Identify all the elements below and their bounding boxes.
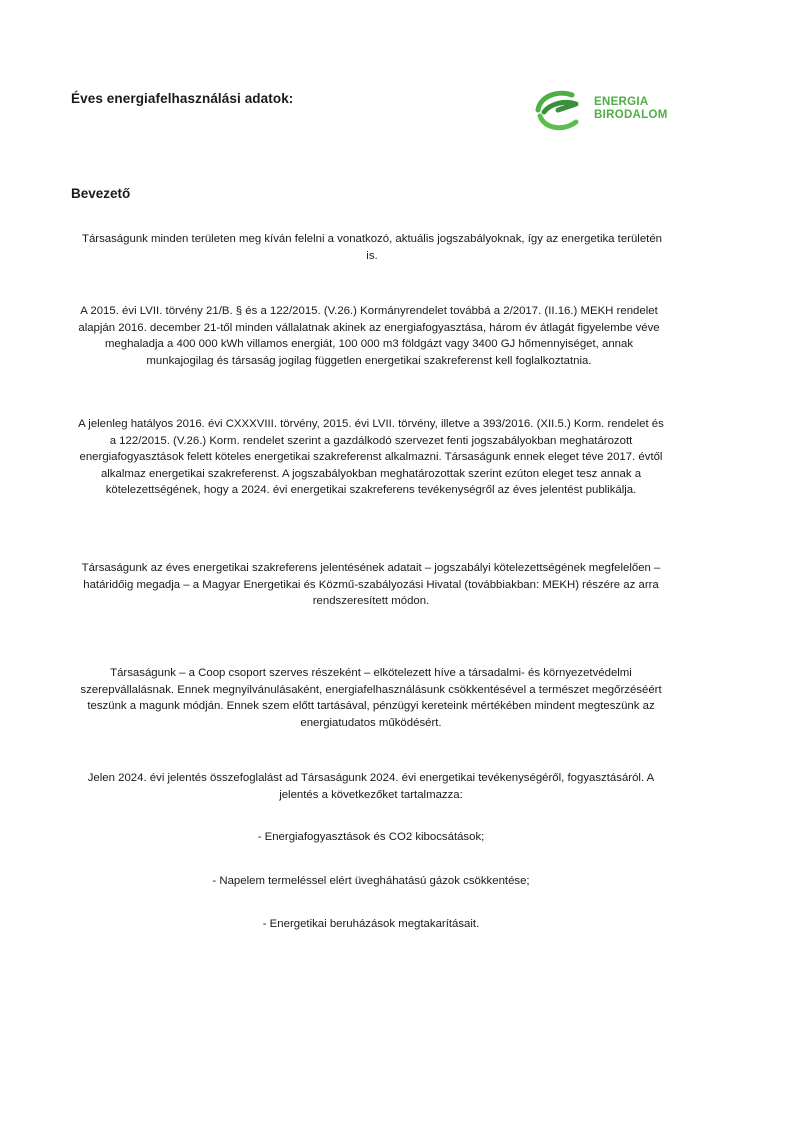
paragraph-coop-commitment: Társaságunk – a Coop csoport szerves részeként – elkötelezett híve a társadalmi- és környezetvédelmi szerepvállalásnak. Ennek megnyilvánulásaként, energiafelhasználásunk csökkentésével a természet megőrzéséért teszünk a magunk módján. Ennek szem előtt tartásával, pénzügyi kereteink mértékében mindent megteszünk az energiatudatos működésért. [80, 667, 662, 729]
logo-line-1: ENERGIA [594, 96, 649, 108]
energia-birodalom-logo-icon [530, 86, 590, 134]
paragraph-mekh-reporting: Társaságunk az éves energetikai szakreferens jelentésének adatait – jogszabályi kötelezettségének megfelelően – határidőig megadja – a Magyar Energetikai és Közmű-szabályozási Hivatal (továbbiakban: MEKH) részére az arra rendszeresített módon. [81, 562, 661, 607]
list-item: - Energiafogyasztások és CO2 kibocsátások; [257, 831, 485, 843]
section-title: Bevezető [71, 186, 131, 201]
list-item: - Energetikai beruházások megtakarításait. [262, 918, 480, 930]
paragraph-legal-basis: A 2015. évi LVII. törvény 21/B. § és a 122/2015. (V.26.) Kormányrendelet továbbá a 2/2017. (II.16.) MEKH rendelet alapján 2016. december 21-től minden vállalatnak akinek az energiafogyasztása, három év átlagát figyelembe véve meghaladja a 400 000 kWh villamos energiát, 100 000 m3 földgázt vagy 3400 GJ hőmennyiséget, annak munkajogilag és társaság jogilag független energetikai szakreferenst kell foglalkoztatnia. [78, 305, 660, 367]
document-heading: Éves energiafelhasználási adatok: [71, 91, 294, 106]
company-logo [530, 86, 690, 134]
paragraph-current-law: A jelenleg hatályos 2016. évi CXXXVIII. törvény, 2015. évi LVII. törvény, illetve a 393/2016. (XII.5.) Korm. rendelet és a 122/2015. (V.26.) Korm. rendelet szerint a gazdálkodó szervezet fenti jogszabályokban meghatározott energiafogyasztások felett köteles energetikai szakreferenst alkalmazni. Társaságunk ennek eleget téve 2017. évtől alkalmaz energetikai szakreferenst. A jogszabályokban meghatározottak szerint ezúton eleget tesz annak a kötelezettségének, hogy a 2024. évi energetikai szakreferens tevékenységről az éves jelentést publikálja. [78, 418, 664, 496]
list-item: - Napelem termeléssel elért üvegháhatású gázok csökkentése; [212, 875, 530, 887]
paragraph-intro: Társaságunk minden területen meg kíván felelni a vonatkozó, aktuális jogszabályoknak, így az energetika területén is. [82, 233, 662, 262]
logo-line-2: BIRODALOM [594, 108, 668, 121]
paragraph-report-summary: Jelen 2024. évi jelentés összefoglalást ad Társaságunk 2024. évi energetikai tevékenységéről, fogyasztásáról. A jelentés a következőket tartalmazza: [87, 772, 655, 801]
logo-wordmark [594, 96, 668, 121]
